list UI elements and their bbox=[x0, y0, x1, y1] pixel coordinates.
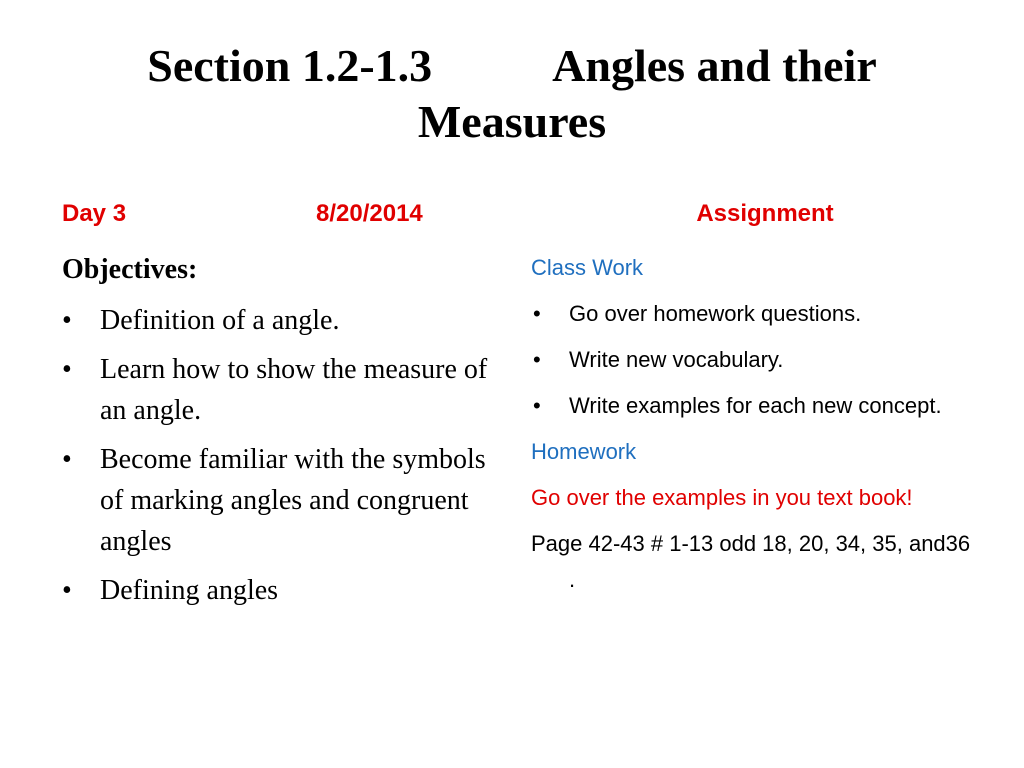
homework-note: Go over the examples in you text book! bbox=[531, 485, 913, 510]
classwork-item bbox=[531, 388, 981, 424]
bullet-icon: • bbox=[533, 301, 541, 326]
bullet-icon: • bbox=[533, 347, 541, 372]
bullet-icon: • bbox=[62, 575, 72, 606]
assignment-header: Assignment bbox=[696, 200, 834, 227]
day-label: Day 3 bbox=[62, 200, 127, 227]
objective-item bbox=[62, 300, 492, 341]
assignment-panel bbox=[531, 250, 981, 608]
objectives-label: Objectives: bbox=[62, 254, 198, 285]
bullet-icon: • bbox=[62, 444, 72, 475]
bullet-icon: • bbox=[62, 305, 72, 336]
homework-pages: Page 42-43 # 1-13 odd 18, 20, 34, 35, and36 . bbox=[531, 531, 971, 592]
objective-text: Become familiar with the symbols of marking angles and congruent angles bbox=[100, 444, 486, 557]
day-header bbox=[62, 200, 482, 234]
objective-item bbox=[62, 570, 492, 611]
objective-text: Defining angles bbox=[100, 575, 279, 606]
bullet-icon: • bbox=[533, 393, 541, 418]
date-label: 8/20/2014 bbox=[316, 200, 423, 227]
objective-item bbox=[62, 439, 492, 562]
classwork-text: Write new vocabulary. bbox=[569, 347, 784, 372]
bullet-icon: • bbox=[62, 354, 72, 385]
objective-item bbox=[62, 349, 492, 431]
title-topic: Angles and their bbox=[552, 40, 877, 91]
homework-label: Homework bbox=[531, 439, 637, 464]
objective-text: Learn how to show the measure of an angle. bbox=[100, 354, 488, 426]
classwork-text: Go over homework questions. bbox=[569, 301, 862, 326]
classwork-item bbox=[531, 342, 981, 378]
classwork-item bbox=[531, 296, 981, 332]
slide-title bbox=[60, 38, 964, 150]
classwork-label: Class Work bbox=[531, 255, 644, 280]
objective-text: Definition of a angle. bbox=[100, 305, 340, 336]
title-topic-cont: Measures bbox=[417, 96, 607, 147]
objectives-panel bbox=[62, 252, 492, 619]
title-section: Section 1.2-1.3 bbox=[147, 40, 433, 91]
classwork-text: Write examples for each new concept. bbox=[569, 393, 942, 418]
